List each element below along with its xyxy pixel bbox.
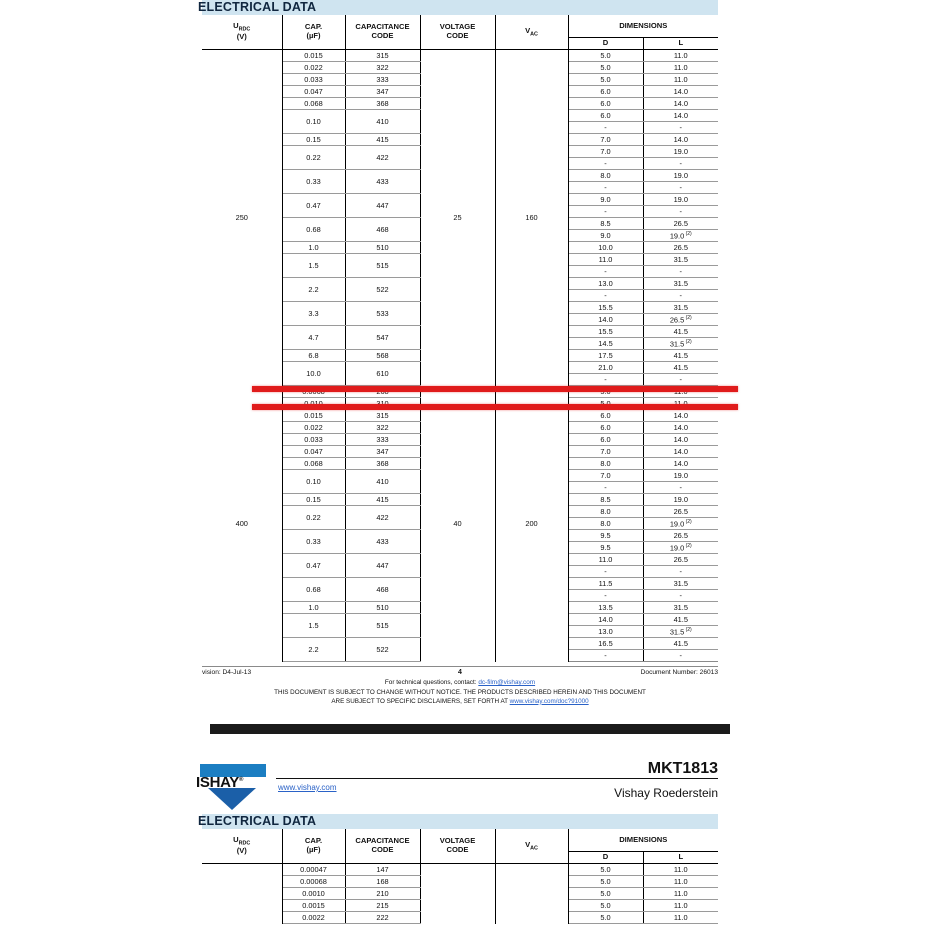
- cell-capacitance: 0.47: [282, 554, 345, 578]
- cell-dimension-l: 31.5: [643, 278, 718, 290]
- cell-dimension-l: 41.5: [643, 638, 718, 650]
- cell-dimension-d: 11.5: [568, 578, 643, 590]
- cell-capacitance: 0.047: [282, 86, 345, 98]
- cell-capacitance: 0.022: [282, 62, 345, 74]
- cell-dimension-d: 6.0: [568, 422, 643, 434]
- cell-dimension-d: 8.5: [568, 494, 643, 506]
- cell-dimension-l: 19.0: [643, 494, 718, 506]
- cell-vac: 160: [495, 50, 568, 386]
- cell-dimension-l: 31.5: [643, 578, 718, 590]
- cell-urdc: 250: [202, 50, 282, 386]
- cell-dimension-d: 21.0: [568, 362, 643, 374]
- footnote-marker: (2): [684, 314, 692, 321]
- cell-dimension-d: 7.0: [568, 146, 643, 158]
- footnote-marker: (2): [684, 626, 692, 633]
- cell-capacitance: 6.8: [282, 350, 345, 362]
- cell-dimension-d: -: [568, 590, 643, 602]
- col-header-cap: CAP. (µF): [282, 15, 345, 50]
- cell-urdc: [202, 864, 282, 924]
- cell-capacitance: 1.0: [282, 602, 345, 614]
- document-column: [196, 0, 742, 924]
- section-band-electrical-data-page1: [198, 0, 718, 15]
- cell-capacitance-code: 147: [345, 864, 420, 876]
- footer-disclaimer: THIS DOCUMENT IS SUBJECT TO CHANGE WITHOUT NOTICE. THE PRODUCTS DESCRIBED HEREIN AND THIS DOCUMENT ARE SUBJECT TO SPECIFIC DISCLAIMERS, SET FORTH AT www.vishay.com/doc?91000: [274, 689, 646, 705]
- cell-capacitance: 0.0015: [282, 900, 345, 912]
- footer: [202, 667, 718, 706]
- cell-dimension-l: 26.5: [643, 242, 718, 254]
- cell-capacitance: 0.68: [282, 578, 345, 602]
- cell-capacitance-code: 568: [345, 350, 420, 362]
- page2-header: [196, 760, 718, 814]
- cell-dimension-d: 7.0: [568, 134, 643, 146]
- cell-dimension-d: 8.0: [568, 458, 643, 470]
- cell-voltage-code: 40: [420, 386, 495, 662]
- cell-capacitance: 0.015: [282, 50, 345, 62]
- cell-dimension-d: 13.0: [568, 626, 643, 638]
- cell-capacitance-code: 510: [345, 242, 420, 254]
- electrical-data-table-page1: [202, 15, 718, 662]
- cell-dimension-d: 7.0: [568, 446, 643, 458]
- cell-dimension-d: 9.0: [568, 230, 643, 242]
- cell-urdc: 400: [202, 386, 282, 662]
- cell-dimension-l: -: [643, 374, 718, 386]
- cell-capacitance-code: 515: [345, 614, 420, 638]
- cell-capacitance-code: 315: [345, 50, 420, 62]
- footnote-marker: (2): [684, 338, 692, 345]
- cell-dimension-l: 19.0 $^{(2)}$: [643, 230, 718, 242]
- cell-dimension-l: 14.0: [643, 98, 718, 110]
- cell-capacitance: 0.033: [282, 74, 345, 86]
- col-header-voltage-code-p2: VOLTAGE CODE: [420, 829, 495, 864]
- cell-dimension-d: 6.0: [568, 98, 643, 110]
- cell-dimension-d: 8.5: [568, 218, 643, 230]
- cell-dimension-l: 11.0: [643, 864, 718, 876]
- cell-dimension-l: -: [643, 290, 718, 302]
- cell-dimension-d: -: [568, 290, 643, 302]
- cell-capacitance: 10.0: [282, 362, 345, 386]
- footer-revision: vision: D4-Jul-13: [202, 669, 252, 676]
- cell-capacitance: 0.068: [282, 458, 345, 470]
- section-title-page2: ELECTRICAL DATA: [198, 814, 317, 828]
- cell-dimension-l: 31.5 $^{(2)}$: [643, 338, 718, 350]
- cell-capacitance-code: 447: [345, 194, 420, 218]
- cell-capacitance-code: 322: [345, 422, 420, 434]
- cell-capacitance: 1.0: [282, 242, 345, 254]
- table-head-page1: [202, 15, 718, 50]
- cell-capacitance-code: 347: [345, 86, 420, 98]
- logo-wordmark: ISHAY®: [196, 774, 244, 791]
- col-header-l: L: [643, 38, 718, 50]
- cell-voltage-code: 25: [420, 50, 495, 386]
- tech-questions-email-link[interactable]: dc-film@vishay.com: [478, 679, 536, 686]
- cell-dimension-d: 9.5: [568, 542, 643, 554]
- cell-dimension-d: 14.0: [568, 614, 643, 626]
- cell-dimension-d: 17.5: [568, 350, 643, 362]
- part-number-title: MKT1813: [647, 760, 718, 777]
- cell-vac: 200: [495, 386, 568, 662]
- cell-dimension-l: 19.0: [643, 170, 718, 182]
- cell-dimension-d: 5.0: [568, 864, 643, 876]
- cell-dimension-d: 5.0: [568, 912, 643, 924]
- cell-dimension-d: 5.0: [568, 74, 643, 86]
- cell-dimension-d: 15.5: [568, 326, 643, 338]
- highlight-line-bottom: [252, 404, 738, 410]
- cell-dimension-l: 31.5 $^{(2)}$: [643, 626, 718, 638]
- cell-dimension-d: 13.5: [568, 602, 643, 614]
- cell-dimension-l: -: [643, 266, 718, 278]
- cell-dimension-d: -: [568, 374, 643, 386]
- cell-dimension-l: 11.0: [643, 876, 718, 888]
- col-header-urdc-p2: $U_{RDC}$ (V): [202, 829, 282, 864]
- cell-capacitance-code: 168: [345, 876, 420, 888]
- col-header-cap-p2: CAP. (µF): [282, 829, 345, 864]
- footer-tech-questions: For technical questions, contact: dc-film@vishay.com: [384, 679, 536, 686]
- cell-capacitance: 0.22: [282, 506, 345, 530]
- cell-capacitance-code: 522: [345, 638, 420, 662]
- cell-dimension-d: -: [568, 566, 643, 578]
- cell-capacitance: 0.10: [282, 470, 345, 494]
- cell-dimension-d: 5.0: [568, 900, 643, 912]
- cell-dimension-l: -: [643, 122, 718, 134]
- cell-dimension-l: 14.0: [643, 422, 718, 434]
- section-band-electrical-data-page2: [198, 814, 718, 829]
- cell-capacitance-code: 222: [345, 912, 420, 924]
- highlight-line-top: [252, 386, 738, 392]
- cell-voltage-code: [420, 864, 495, 924]
- cell-capacitance: 4.7: [282, 326, 345, 350]
- cell-dimension-d: 13.0: [568, 278, 643, 290]
- cell-capacitance-code: 433: [345, 170, 420, 194]
- cell-capacitance: 0.022: [282, 422, 345, 434]
- cell-dimension-l: 14.0: [643, 458, 718, 470]
- table-row: [202, 864, 718, 876]
- table-head-page2: [202, 829, 718, 864]
- cell-dimension-d: 6.0: [568, 410, 643, 422]
- cell-capacitance: 0.33: [282, 170, 345, 194]
- footer-document-number: Document Number: 26013: [640, 669, 718, 676]
- cell-dimension-l: 41.5: [643, 350, 718, 362]
- cell-capacitance-code: 422: [345, 506, 420, 530]
- cell-dimension-l: 14.0: [643, 134, 718, 146]
- cell-dimension-d: 10.0: [568, 242, 643, 254]
- cell-dimension-l: 11.0: [643, 62, 718, 74]
- col-header-vac: $V_{AC}$: [495, 15, 568, 50]
- vishay-logo: [196, 764, 266, 808]
- logo-triangle-icon: [208, 788, 256, 810]
- table-row: [202, 50, 718, 62]
- cell-dimension-d: 11.0: [568, 254, 643, 266]
- cell-capacitance-code: 433: [345, 530, 420, 554]
- col-header-d-p2: D: [568, 852, 643, 864]
- footer-meta-row: [202, 667, 718, 676]
- cell-dimension-l: 11.0: [643, 50, 718, 62]
- cell-capacitance: 0.068: [282, 98, 345, 110]
- cell-dimension-l: 19.0 $^{(2)}$: [643, 542, 718, 554]
- col-header-capacitance-code-p2: CAPACITANCE CODE: [345, 829, 420, 864]
- cell-capacitance: 0.047: [282, 446, 345, 458]
- footnote-marker: (2): [684, 230, 692, 237]
- cell-dimension-d: 8.0: [568, 506, 643, 518]
- cell-dimension-d: 7.0: [568, 470, 643, 482]
- cell-dimension-l: 31.5: [643, 254, 718, 266]
- disclaimer-link[interactable]: www.vishay.com/doc?91000: [509, 697, 589, 705]
- cell-dimension-l: 26.5: [643, 530, 718, 542]
- cell-capacitance: 1.5: [282, 614, 345, 638]
- cell-dimension-d: 5.0: [568, 888, 643, 900]
- cell-dimension-d: -: [568, 482, 643, 494]
- cell-capacitance-code: 368: [345, 458, 420, 470]
- cell-capacitance: 2.2: [282, 638, 345, 662]
- electrical-data-table-page2: [202, 829, 718, 924]
- cell-dimension-l: 26.5: [643, 554, 718, 566]
- cell-dimension-l: -: [643, 590, 718, 602]
- vishay-website-link[interactable]: www.vishay.com: [278, 783, 337, 792]
- cell-dimension-l: 14.0: [643, 86, 718, 98]
- cell-capacitance-code: 468: [345, 578, 420, 602]
- footnote-marker: (2): [684, 518, 692, 525]
- section-title-page1: ELECTRICAL DATA: [198, 0, 317, 14]
- cell-dimension-d: 15.5: [568, 302, 643, 314]
- cell-dimension-l: 14.0: [643, 410, 718, 422]
- cell-capacitance: 0.10: [282, 110, 345, 134]
- cell-dimension-d: 8.0: [568, 518, 643, 530]
- header-divider: [276, 778, 718, 779]
- cell-dimension-l: -: [643, 206, 718, 218]
- col-header-vac-p2: $V_{AC}$: [495, 829, 568, 864]
- cell-dimension-d: -: [568, 266, 643, 278]
- cell-capacitance: 2.2: [282, 278, 345, 302]
- cell-capacitance: 0.015: [282, 410, 345, 422]
- cell-capacitance-code: 315: [345, 410, 420, 422]
- table-body-page1: [202, 50, 718, 662]
- cell-capacitance-code: 547: [345, 326, 420, 350]
- cell-dimension-d: 5.0: [568, 62, 643, 74]
- cell-dimension-d: 9.0: [568, 194, 643, 206]
- cell-dimension-d: -: [568, 206, 643, 218]
- col-header-dimensions-p2: DIMENSIONS: [568, 829, 718, 852]
- cell-capacitance: 1.5: [282, 254, 345, 278]
- cell-dimension-d: 8.0: [568, 170, 643, 182]
- cell-dimension-l: 11.0: [643, 900, 718, 912]
- cell-dimension-l: 41.5: [643, 614, 718, 626]
- cell-dimension-l: 19.0 $^{(2)}$: [643, 518, 718, 530]
- cell-dimension-l: 14.0: [643, 446, 718, 458]
- cell-dimension-l: 19.0: [643, 146, 718, 158]
- cell-capacitance: 0.22: [282, 146, 345, 170]
- cell-dimension-d: -: [568, 158, 643, 170]
- cell-capacitance: 0.15: [282, 494, 345, 506]
- col-header-dimensions: DIMENSIONS: [568, 15, 718, 38]
- footer-page-number: 4: [458, 669, 462, 676]
- cell-dimension-l: 26.5: [643, 506, 718, 518]
- cell-capacitance: 0.33: [282, 530, 345, 554]
- cell-capacitance-code: 347: [345, 446, 420, 458]
- cell-capacitance: 0.15: [282, 134, 345, 146]
- cell-dimension-l: -: [643, 566, 718, 578]
- cell-capacitance: 3.3: [282, 302, 345, 326]
- cell-dimension-l: -: [643, 650, 718, 662]
- cell-dimension-d: 5.0: [568, 50, 643, 62]
- cell-dimension-d: 5.0: [568, 876, 643, 888]
- cell-capacitance-code: 522: [345, 278, 420, 302]
- cell-capacitance: 0.00068: [282, 876, 345, 888]
- cell-dimension-d: 9.5: [568, 530, 643, 542]
- cell-dimension-l: -: [643, 482, 718, 494]
- cell-dimension-d: 14.0: [568, 314, 643, 326]
- cell-dimension-l: 11.0: [643, 888, 718, 900]
- table-body-page2: [202, 864, 718, 924]
- cell-dimension-d: 16.5: [568, 638, 643, 650]
- cell-capacitance-code: 333: [345, 74, 420, 86]
- cell-dimension-l: 19.0: [643, 470, 718, 482]
- cell-capacitance-code: 447: [345, 554, 420, 578]
- cell-dimension-d: 6.0: [568, 110, 643, 122]
- cell-dimension-l: 26.5 $^{(2)}$: [643, 314, 718, 326]
- cell-capacitance-code: 410: [345, 110, 420, 134]
- cell-dimension-l: 11.0: [643, 74, 718, 86]
- col-header-capacitance-code: CAPACITANCE CODE: [345, 15, 420, 50]
- col-header-d: D: [568, 38, 643, 50]
- cell-capacitance-code: 415: [345, 134, 420, 146]
- col-header-voltage-code: VOLTAGE CODE: [420, 15, 495, 50]
- cell-capacitance: 0.68: [282, 218, 345, 242]
- cell-dimension-l: 41.5: [643, 326, 718, 338]
- cell-capacitance-code: 322: [345, 62, 420, 74]
- cell-dimension-l: -: [643, 182, 718, 194]
- cell-dimension-l: 26.5: [643, 218, 718, 230]
- cell-dimension-d: 14.5: [568, 338, 643, 350]
- cell-dimension-l: -: [643, 158, 718, 170]
- cell-capacitance-code: 215: [345, 900, 420, 912]
- page-separator-bar: [210, 724, 730, 734]
- cell-dimension-d: -: [568, 182, 643, 194]
- cell-capacitance-code: 415: [345, 494, 420, 506]
- cell-dimension-l: 19.0: [643, 194, 718, 206]
- cell-dimension-l: 31.5: [643, 602, 718, 614]
- cell-dimension-d: 11.0: [568, 554, 643, 566]
- cell-capacitance-code: 422: [345, 146, 420, 170]
- cell-capacitance-code: 533: [345, 302, 420, 326]
- cell-capacitance-code: 610: [345, 362, 420, 386]
- cell-capacitance-code: 515: [345, 254, 420, 278]
- cell-dimension-d: -: [568, 650, 643, 662]
- cell-capacitance-code: 368: [345, 98, 420, 110]
- cell-dimension-d: -: [568, 122, 643, 134]
- cell-capacitance-code: 468: [345, 218, 420, 242]
- cell-dimension-l: 31.5: [643, 302, 718, 314]
- cell-dimension-l: 41.5: [643, 362, 718, 374]
- cell-dimension-d: 6.0: [568, 86, 643, 98]
- cell-dimension-l: 11.0: [643, 912, 718, 924]
- cell-capacitance-code: 333: [345, 434, 420, 446]
- cell-dimension-l: 14.0: [643, 110, 718, 122]
- brand-name: Vishay Roederstein: [614, 786, 718, 800]
- cell-capacitance: 0.47: [282, 194, 345, 218]
- col-header-urdc: $U_{RDC}$ (V): [202, 15, 282, 50]
- cell-capacitance: 0.00047: [282, 864, 345, 876]
- cell-dimension-d: 6.0: [568, 434, 643, 446]
- cell-capacitance-code: 510: [345, 602, 420, 614]
- cell-capacitance: 0.0022: [282, 912, 345, 924]
- cell-capacitance-code: 410: [345, 470, 420, 494]
- cell-dimension-l: 14.0: [643, 434, 718, 446]
- cell-capacitance-code: 210: [345, 888, 420, 900]
- cell-capacitance: 0.033: [282, 434, 345, 446]
- cell-capacitance: 0.0010: [282, 888, 345, 900]
- footnote-marker: (2): [684, 542, 692, 549]
- col-header-l-p2: L: [643, 852, 718, 864]
- cell-vac: [495, 864, 568, 924]
